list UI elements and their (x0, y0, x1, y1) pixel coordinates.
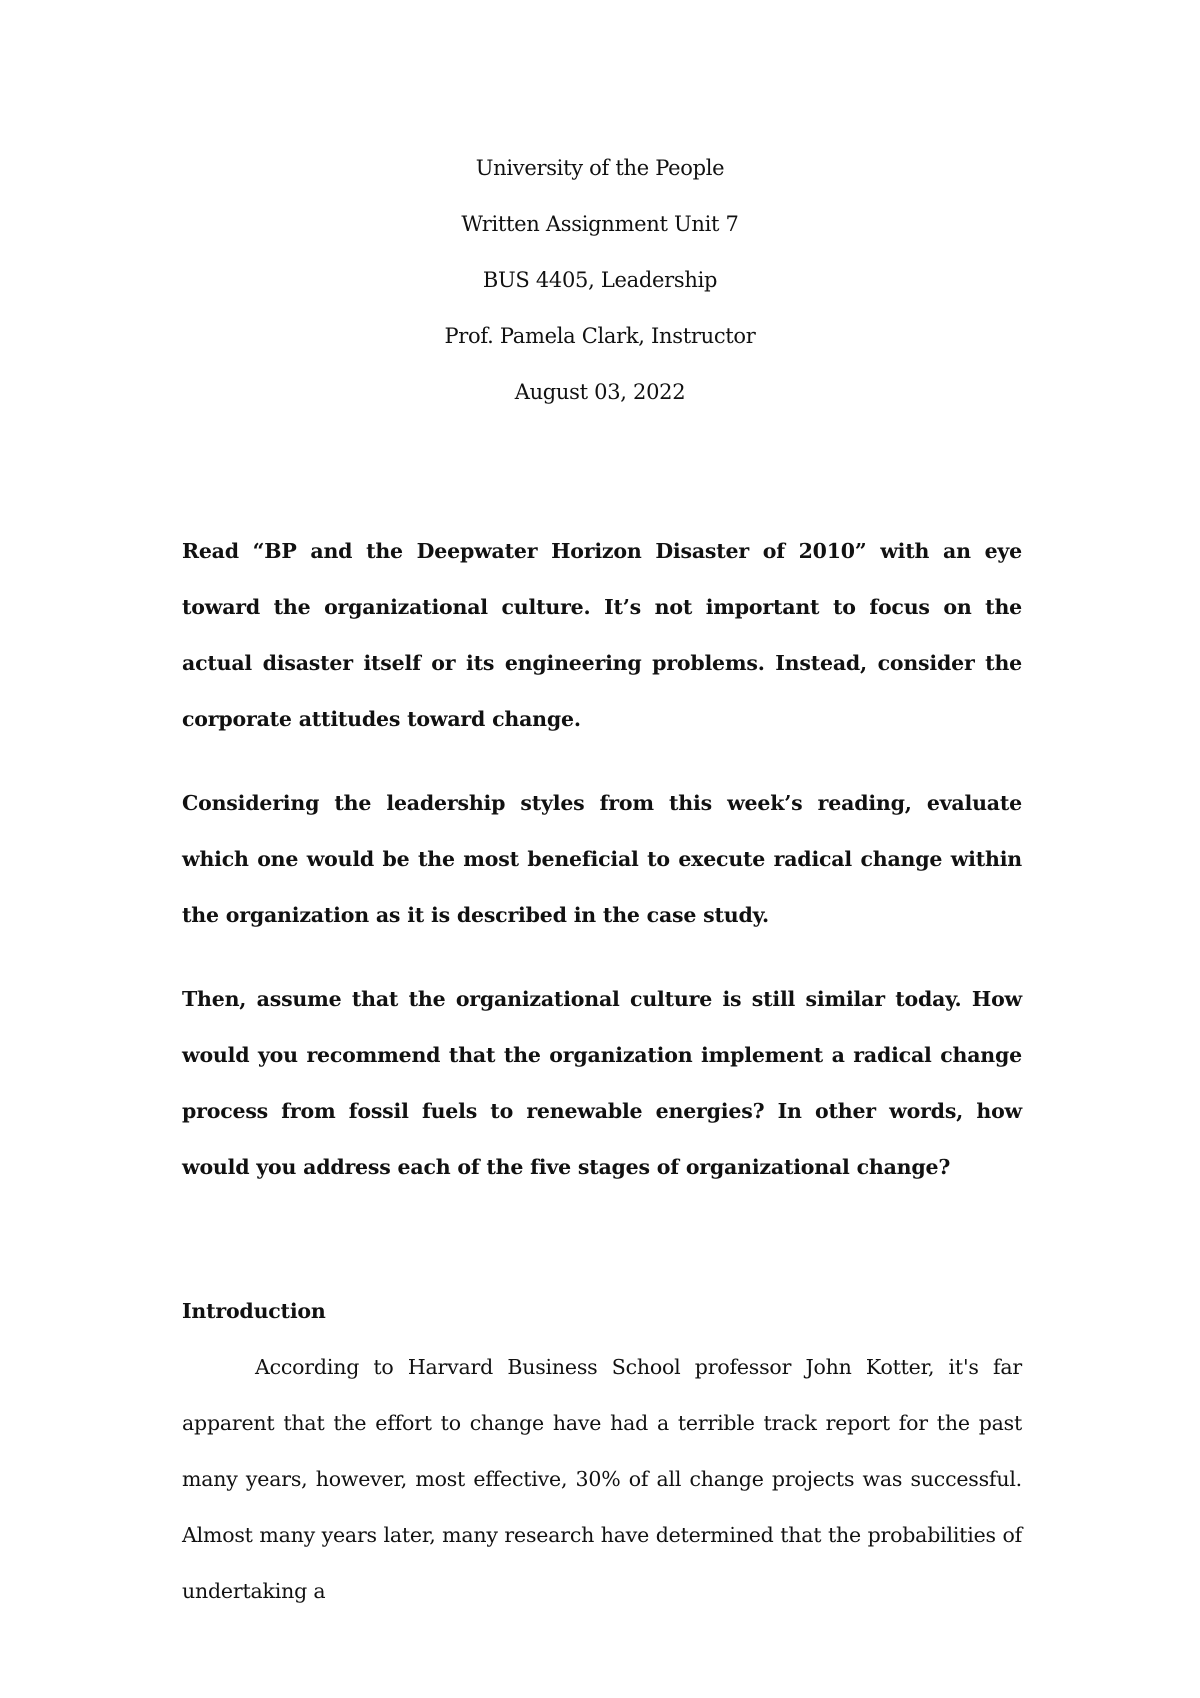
course-name: BUS 4405, Leadership (482, 268, 718, 292)
submission-date: August 03, 2022 (514, 380, 686, 404)
title-block (0, 140, 1200, 420)
assignment-title: Written Assignment Unit 7 (461, 212, 739, 236)
prompt-paragraph-1: Read “BP and the Deepwater Horizon Disaster of 2010” with an eye toward the organizational culture. It’s not important to focus on the actual disaster itself or its engineering problems. Instead, consider the corporate attitudes toward change. (182, 539, 1022, 731)
introduction-heading: Introduction (182, 1299, 326, 1323)
prompt-paragraph-2: Considering the leadership styles from this week’s reading, evaluate which one would be the most beneficial to execute radical change within the organization as it is described in the case study. (182, 791, 1022, 927)
instructor-name: Prof. Pamela Clark, Instructor (444, 324, 756, 348)
prompt-paragraph-3: Then, assume that the organizational culture is still similar today. How would you recommend that the organization implement a radical change process from fossil fuels to renewable energies? In other words, how would you address each of the five stages of organizational change? (182, 987, 1022, 1179)
introduction-paragraph: According to Harvard Business School professor John Kotter, it's far apparent that the effort to change have had a terrible track report for the past many years, however, most effective, 30% of all change projects was successful. Almost many years later, many research have determined that the probabilities of undertaking a (182, 1355, 1022, 1603)
university-name: University of the People (475, 156, 725, 180)
